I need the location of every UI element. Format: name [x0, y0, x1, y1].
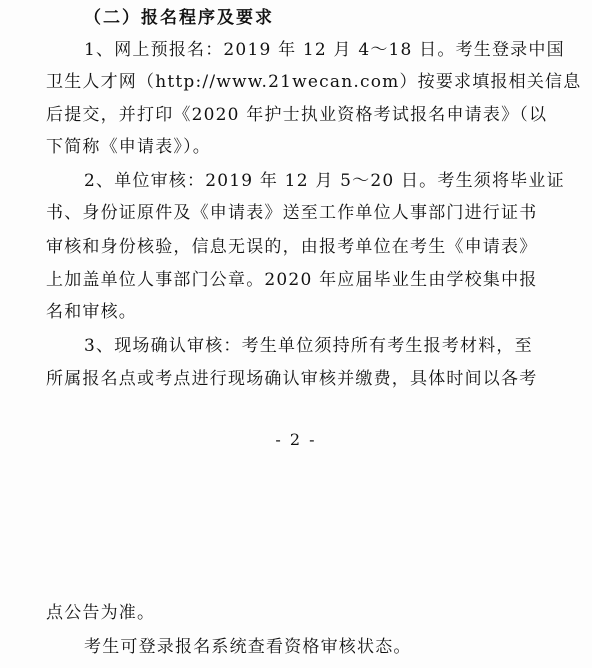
paragraph-line: 上加盖单位人事部门公章。2020 年应届毕业生由学校集中报: [46, 270, 538, 290]
continued-line: 考生可登录报名系统查看资格审核状态。: [84, 637, 412, 657]
paragraph-line: 卫生人才网（http://www.21wecan.com）按要求填报相关信息: [46, 72, 582, 92]
paragraph-line: 后提交，并打印《2020 年护士执业资格考试报名申请表》（以: [46, 105, 548, 125]
paragraph-line: 审核和身份核验，信息无误的，由报考单位在考生《申请表》: [46, 237, 538, 257]
paragraph-line: 名和审核。: [46, 302, 137, 322]
paragraph-line: 3、现场确认审核：考生单位须持所有考生报考材料，至: [84, 336, 533, 356]
paragraph-line: 2、单位审核：2019 年 12 月 5～20 日。考生须将毕业证: [84, 171, 565, 191]
paragraph-line: 下简称《申请表》）。: [46, 137, 211, 157]
section-heading: （二）报名程序及要求: [84, 8, 274, 28]
paragraph-line: 1、网上预报名：2019 年 12 月 4～18 日。考生登录中国: [84, 40, 565, 60]
paragraph-line: 书、身份证原件及《申请表》送至工作单位人事部门进行证书: [46, 203, 538, 223]
paragraph-line: 所属报名点或考点进行现场确认审核并缴费，具体时间以各考: [46, 369, 538, 389]
page-number: - 2 -: [275, 430, 317, 449]
continued-line: 点公告为准。: [46, 603, 156, 623]
